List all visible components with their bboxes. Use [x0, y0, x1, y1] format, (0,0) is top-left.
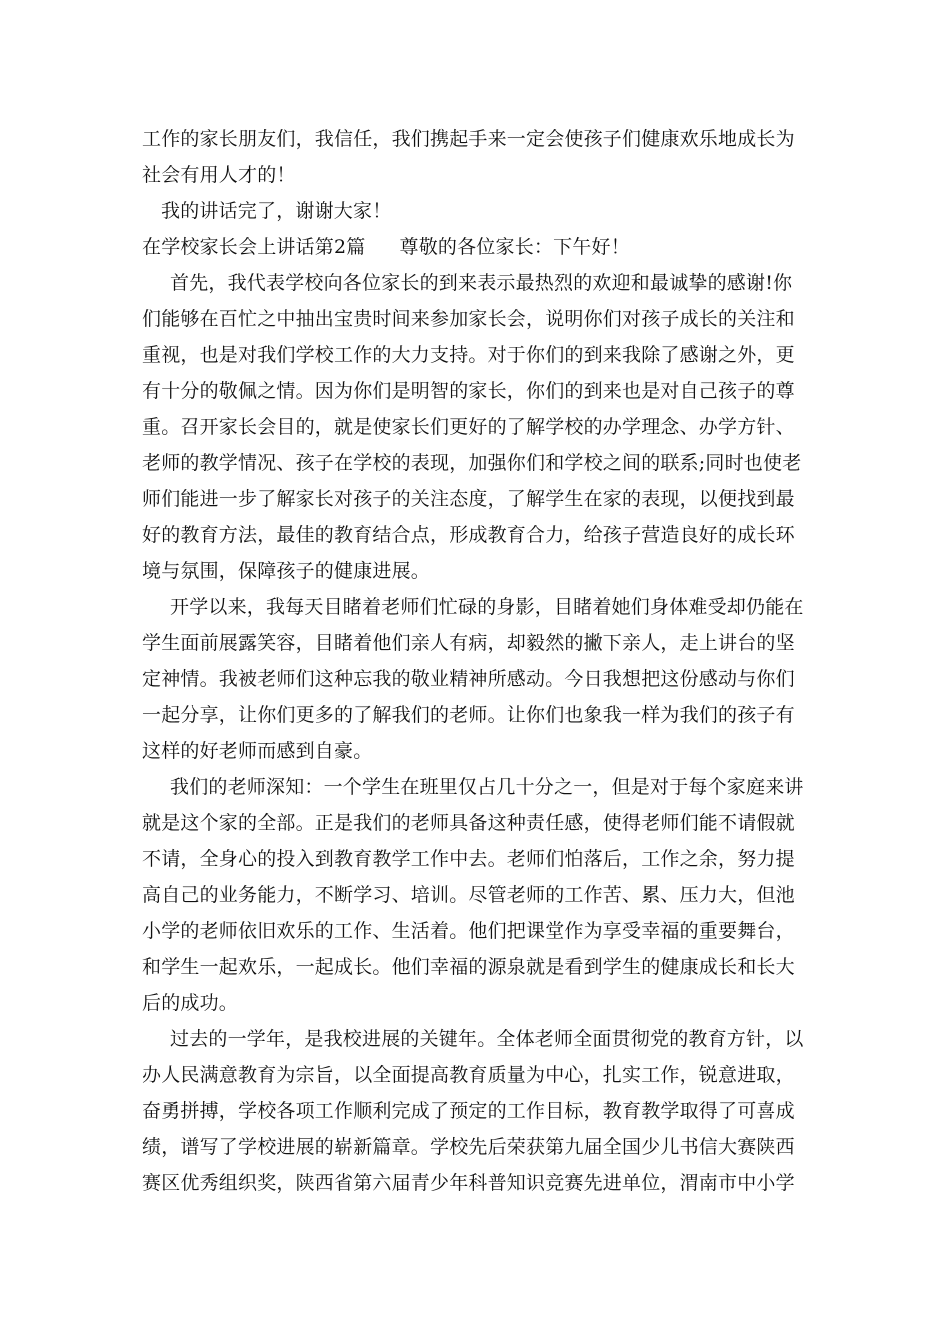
text-line: 学生面前展露笑容，目睹着他们亲人有病，却毅然的撇下亲人，走上讲台的坚 — [142, 632, 795, 654]
text-line: 重视，也是对我们学校工作的大力支持。对于你们的到来我除了感谢之外，更 — [142, 344, 795, 366]
paragraph — [142, 265, 810, 589]
paragraph — [142, 769, 810, 1021]
paragraph — [142, 193, 810, 229]
paragraph — [142, 1021, 810, 1201]
text-line: 小学的老师依旧欢乐的工作、生活着。他们把课堂作为享受幸福的重要舞台， — [142, 920, 795, 942]
document-body — [142, 121, 810, 1201]
text-line: 开学以来，我每天目睹着老师们忙碌的身影，目睹着她们身体难受却仍能在 — [170, 596, 804, 618]
text-line: 首先，我代表学校向各位家长的到来表示最热烈的欢迎和最诚挚的感谢!你 — [170, 272, 793, 294]
paragraph — [142, 121, 810, 193]
text-line: 有十分的敬佩之情。因为你们是明智的家长，你们的到来也是对自己孩子的尊 — [142, 380, 795, 402]
text-line: 一起分享，让你们更多的了解我们的老师。让你们也象我一样为我们的孩子有 — [142, 704, 795, 726]
text-line: 过去的一学年，是我校进展的关键年。全体老师全面贯彻党的教育方针，以 — [170, 1028, 804, 1050]
text-line: 我的讲话完了，谢谢大家！ — [161, 200, 392, 222]
text-line: 工作的家长朋友们，我信任，我们携起手来一定会使孩子们健康欢乐地成长为 — [142, 128, 795, 150]
text-line: 赛区优秀组织奖，陕西省第六届青少年科普知识竞赛先进单位，渭南市中小学 — [142, 1172, 795, 1194]
text-line: 办人民满意教育为宗旨，以全面提高教育质量为中心，扎实工作，锐意进取， — [142, 1064, 795, 1086]
text-line: 重。召开家长会目的，就是使家长们更好的了解学校的办学理念、办学方针、 — [142, 416, 795, 438]
text-line: 奋勇拼搏，学校各项工作顺利完成了预定的工作目标，教育教学取得了可喜成 — [142, 1100, 795, 1122]
text-line: 社会有用人才的！ — [142, 164, 296, 186]
text-line: 就是这个家的全部。正是我们的老师具备这种责任感，使得老师们能不请假就 — [142, 812, 795, 834]
greeting: 尊敬的各位家长：下午好！ — [399, 236, 630, 258]
text-line: 好的教育方法，最佳的教育结合点，形成教育合力，给孩子营造良好的成长环 — [142, 524, 795, 546]
paragraph — [142, 589, 810, 769]
text-line: 师们能进一步了解家长对孩子的关注态度，了解学生在家的表现，以便找到最 — [142, 488, 795, 510]
text-line: 这样的好老师而感到自豪。 — [142, 740, 373, 762]
text-line: 定神情。我被老师们这种忘我的敬业精神所感动。今日我想把这份感动与你们 — [142, 668, 795, 690]
text-line: 老师的教学情况、孩子在学校的表现，加强你们和学校之间的联系;同时也使老 — [142, 452, 802, 474]
text-line: 后的成功。 — [142, 992, 239, 1014]
section-title: 在学校家长会上讲话第2篇 — [142, 236, 366, 258]
text-line: 们能够在百忙之中抽出宝贵时间来参加家长会，说明你们对孩子成长的关注和 — [142, 308, 795, 330]
text-line: 绩，谱写了学校进展的崭新篇章。学校先后荣获第九届全国少儿书信大赛陕西 — [142, 1136, 795, 1158]
text-line: 不请，全身心的投入到教育教学工作中去。老师们怕落后，工作之余，努力提 — [142, 848, 795, 870]
text-line: 高自己的业务能力，不断学习、培训。尽管老师的工作苦、累、压力大，但池 — [142, 884, 795, 906]
text-line: 境与氛围，保障孩子的健康进展。 — [142, 560, 431, 582]
text-line: 和学生一起欢乐，一起成长。他们幸福的源泉就是看到学生的健康成长和长大 — [142, 956, 795, 978]
section-heading — [142, 229, 810, 265]
text-line: 我们的老师深知：一个学生在班里仅占几十分之一，但是对于每个家庭来讲 — [170, 776, 804, 798]
